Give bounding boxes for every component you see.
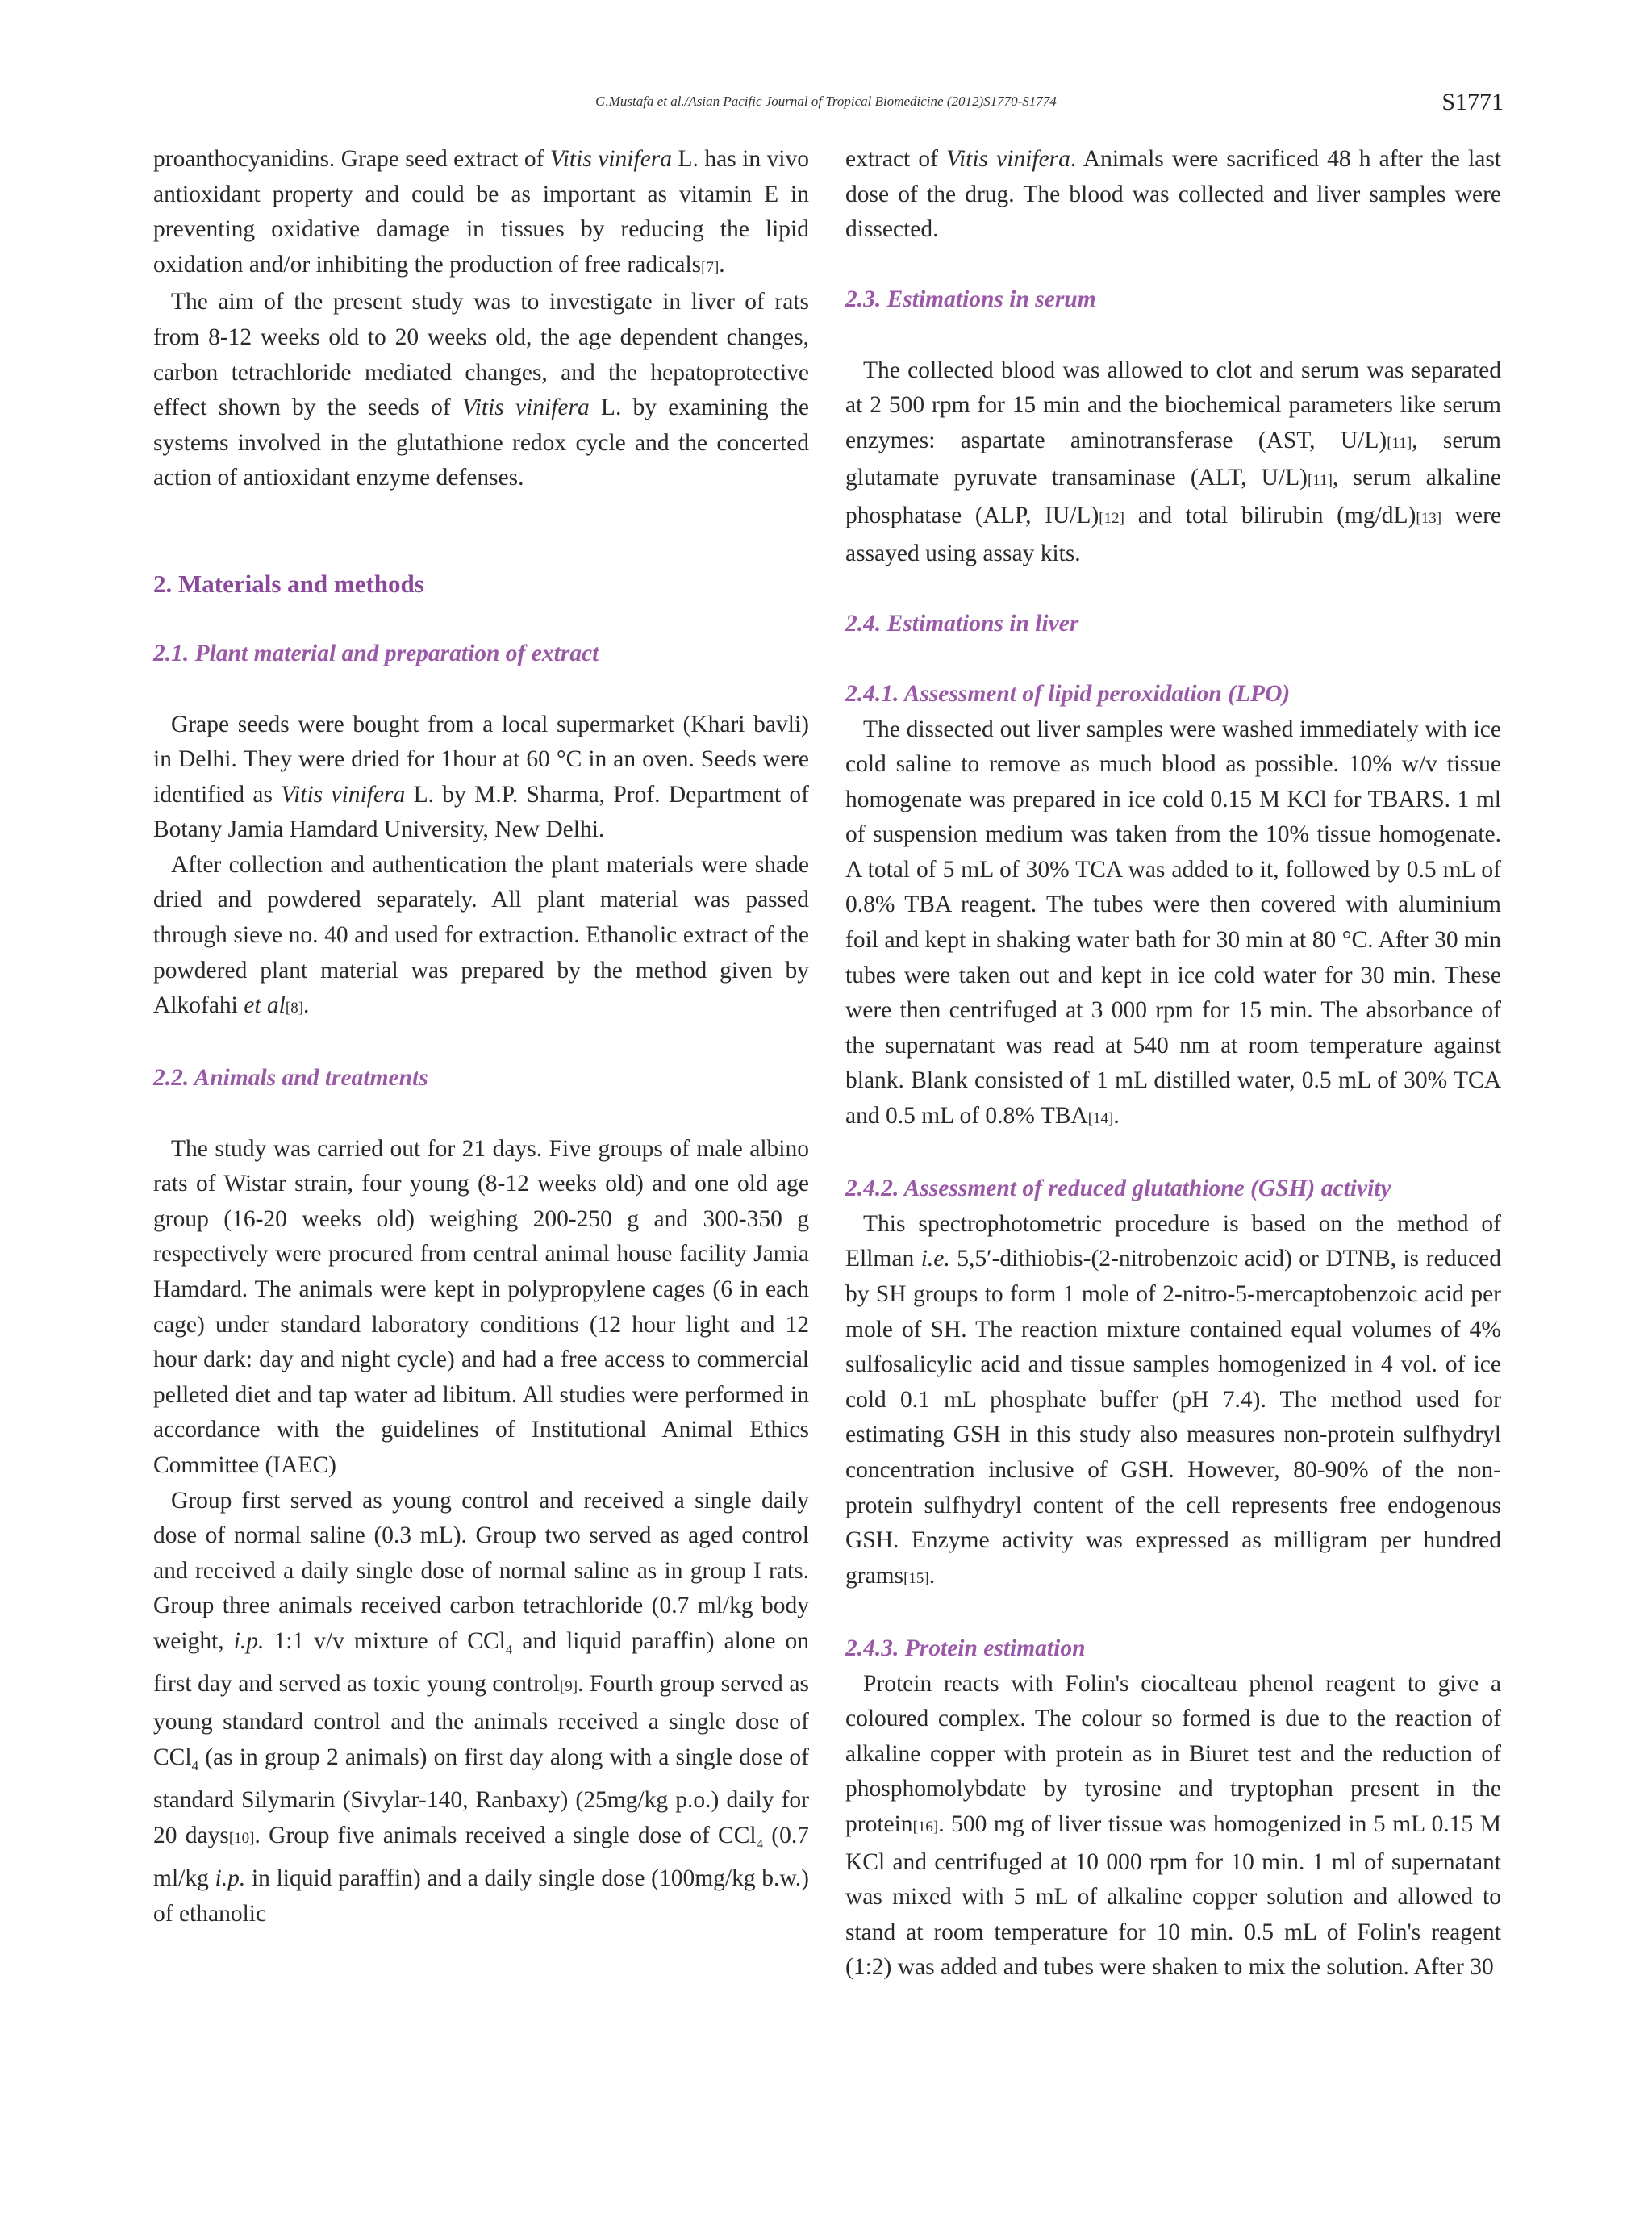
citation: [7] [701,258,720,276]
paragraph: After collection and authentication the plant materials were shade dried and powdered separately. All plant material was passed through sieve no. 40 and used for extraction. Ethanolic extract of the powdered plant material was prepared by the method given by Alkofahi et al[8]. [153,851,809,1019]
paragraph: The aim of the present study was to investigate in liver of rats from 8-12 weeks old to 20 weeks old, the age dependent changes, carbon tetrachloride mediated changes, and the hepatoprotective effect shown by the seeds of Vitis vinifera L. by examining the systems involved in the glutathione redox cycle and the concerted action of antioxidant enzyme defenses. [153,289,809,491]
citation: [11] [1387,434,1412,452]
citation: [8] [285,1000,304,1017]
paragraph: The dissected out liver samples were washed immediately with ice cold saline to remove as much blood as possible. 10% w/v tissue homogenate was prepared in ice cold 0.15 M KCl for TBARS. 1 ml of suspension medium was taken from the 10% tissue homogenate. A total of 5 mL of 30% TCA was added to it, followed by 0.5 mL of 0.8% TBA reagent. The tubes were then covered with aluminium foil and kept in shaking water bath for 30 min at 80 °C. After 30 min tubes were taken out and kept in ice cold water for 30 min. These were then centrifuged at 3 000 rpm for 15 min. The absorbance of the supernatant was read at 540 nm at room temperature against blank. Blank consisted of 1 mL distilled water, 0.5 mL of 30% TCA and 0.5 mL of 0.8% TBA[14]. [845,716,1501,1130]
subsection-heading: 2.4. Estimations in liver [845,610,1079,637]
citation: [13] [1416,509,1442,527]
citation: [9] [559,1678,578,1696]
running-header: G.Mustafa et al./Asian Pacific Journal of Tropical Biomedicine (2012)S1770-S1774 [595,94,1057,109]
paragraph: The collected blood was allowed to clot and serum was separated at 2 500 rpm for 15 min and the biochemical parameters like serum enzymes: aspartate aminotransferase (AST, U/L)[11], serum glutamate pyruvate transaminase (ALT, U/L)[11], serum alkaline phosphatase (ALP, IU/L)[12] and total bilirubin (mg/dL)[13] were assayed using assay kits. [845,357,1501,566]
citation: [14] [1087,1110,1114,1128]
paragraph: This spectrophotometric procedure is based on the method of Ellman i.e. 5,5′-dithiobis-(2-nitrobenzoic acid) or DTNB, is reduced by SH groups to form 1 mole of 2-nitro-5-mercaptobenzoic acid per mole of SH. The reaction mixture contained equal volumes of 4% sulfosalicylic acid and tissue samples homogenized in 4 vol. of ice cold 0.1 mL phosphate buffer (pH 7.4). The method used for estimating GSH in this study also measures non-protein sulfhydryl concentration inclusive of GSH. However, 80-90% of the non-protein sulfhydryl content of the cell represents free endogenous GSH. Enzyme activity was expressed as milligram per hundred grams[15]. [845,1210,1502,1589]
subsection-heading: 2.4.3. Protein estimation [845,1635,1086,1661]
subsection-heading: 2.2. Animals and treatments [153,1065,428,1092]
paragraph: Grape seeds were bought from a local supermarket (Khari bavli) in Delhi. They were dried for 1hour at 60 °C in an oven. Seeds were identified as Vitis vinifera L. by M.P. Sharma, Prof. Department of Botany Jamia Hamdard University, New Delhi. [153,711,810,843]
citation: [16] [912,1818,939,1836]
subsection-heading: 2.3. Estimations in serum [845,286,1096,313]
paragraph: Group first served as young control and received a single daily dose of normal saline (0.3 mL). Group two served as aged control and received a daily single dose of normal saline as in group I rats. Group three animals received carbon tetrachloride (0.7 ml/kg body weight, i.p. 1:1 v/v mixture of CCl$_4$ and liquid paraffin) alone on first day and served as toxic young control[9]. Fourth group served as young standard control and the animals received a single dose of CCl$_4$ (as in group 2 animals) on first day along with a single dose of standard Silymarin (Sivylar-140, Ranbaxy) (25mg/kg p.o.) daily for 20 days[10]. Group five animals received a single dose of CCl$_4$ (0.7 ml/kg i.p. in liquid paraffin) and a daily single dose (100mg/kg b.w.) of ethanolic [153,1487,810,1927]
paragraph: Protein reacts with Folin's ciocalteau phenol reagent to give a coloured complex. The colour so formed is due to the reaction of alkaline copper with protein as in Biuret test and the reduction of phosphomolybdate by tyrosine and tryptophan present in the protein[16]. 500 mg of liver tissue was homogenized in 5 mL 0.15 M KCl and centrifuged at 10 000 rpm for 10 min. 1 ml of supernatant was mixed with 5 mL of alkaline copper solution and allowed to stand at room temperature for 10 min. 0.5 mL of Folin's reagent (1:2) was added and tubes were shaken to mix the solution. After 30 [845,1670,1501,1981]
paragraph: The study was carried out for 21 days. Five groups of male albino rats of Wistar strain, four young (8-12 weeks old) and one old age group (16-20 weeks old) weighing 200-250 g and 300-350 g respectively were procured from central animal house facility Jamia Hamdard. The animals were kept in polypropylene cages (6 in each cage) under standard laboratory conditions (12 hour light and 12 hour dark: day and night cycle) and had a free access to commercial pelleted diet and tap water ad libitum. All studies were performed in accordance with the guidelines of Institutional Animal Ethics Committee (IAEC) [153,1135,809,1478]
right-column [845,142,1501,1986]
subsection-heading: 2.4.2. Assessment of reduced glutathione (GSH) activity [845,1176,1391,1202]
citation: [11] [1307,472,1333,490]
page-number: S1771 [1441,89,1504,115]
citation: [15] [903,1569,929,1587]
citation: [12] [1099,509,1124,527]
section-heading: 2. Materials and methods [153,570,424,599]
paragraph: proanthocyanidins. Grape seed extract of Vitis vinifera L. has in vivo antioxidant property and could be as important as vitamin E in preventing oxidative damage in tissues by reducing the lipid oxidation and/or inhibiting the production of free radicals[7]. [153,146,809,278]
left-column [153,142,809,1932]
subsection-heading: 2.1. Plant material and preparation of extract [153,641,599,667]
paragraph: extract of Vitis vinifera. Animals were sacrificed 48 h after the last dose of the drug. The blood was collected and liver samples were dissected. [845,146,1501,243]
subsection-heading: 2.4.1. Assessment of lipid peroxidation (LPO) [845,680,1291,707]
citation: [10] [228,1829,255,1847]
